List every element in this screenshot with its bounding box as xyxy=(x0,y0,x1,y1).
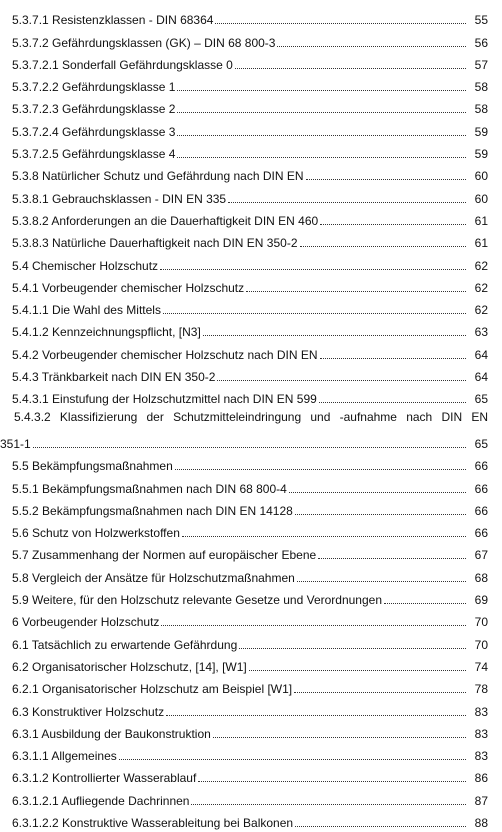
toc-entry-page: 65 xyxy=(474,392,488,407)
toc-entry-title: 5.4.1.1 Die Wahl des Mittels xyxy=(12,303,161,318)
toc-entry[interactable] xyxy=(12,719,488,741)
toc-entry[interactable] xyxy=(12,183,488,205)
dot-leader xyxy=(235,68,466,69)
toc-entry[interactable] xyxy=(12,5,488,27)
toc-entry-title: 6.3.1.2.1 Aufliegende Dachrinnen xyxy=(12,793,190,808)
toc-entry-title: 5.4 Chemischer Holzschutz xyxy=(12,258,159,273)
toc-entry-page: 70 xyxy=(474,637,488,652)
toc-entry-title: 5.3.7.2.5 Gefährdungsklasse 4 xyxy=(12,147,176,162)
dot-leader xyxy=(177,112,466,113)
toc-entry-page: 83 xyxy=(474,726,488,741)
toc-entry-page: 62 xyxy=(474,258,488,273)
dot-leader xyxy=(239,648,466,649)
toc-entry-page: 58 xyxy=(474,102,488,117)
dot-leader xyxy=(166,715,466,716)
toc-entry-page: 65 xyxy=(474,436,488,451)
toc-entry[interactable] xyxy=(12,763,488,785)
toc-entry[interactable] xyxy=(12,317,488,339)
toc-entry[interactable] xyxy=(12,451,488,473)
toc-entry-title: 5.3.7.2.1 Sonderfall Gefährdungsklasse 0 xyxy=(12,57,233,72)
dot-leader xyxy=(161,625,466,626)
toc-entry[interactable] xyxy=(12,228,488,250)
toc-entry-page: 64 xyxy=(474,370,488,385)
dot-leader xyxy=(33,447,466,448)
toc-entry[interactable] xyxy=(12,72,488,94)
dot-leader xyxy=(198,781,466,782)
dot-leader xyxy=(318,558,466,559)
toc-entry-page: 67 xyxy=(474,548,488,563)
toc-entry-page: 66 xyxy=(474,459,488,474)
toc-entry-page: 66 xyxy=(474,503,488,518)
toc-entry-title: 5.7 Zusammenhang der Normen auf europäischer Ebene xyxy=(12,548,317,563)
toc-entry-title: 351-1 xyxy=(0,436,31,451)
toc-entry[interactable] xyxy=(12,250,488,272)
toc-entry[interactable] xyxy=(12,607,488,629)
dot-leader xyxy=(182,536,466,537)
dot-leader xyxy=(300,246,467,247)
dot-leader xyxy=(228,202,466,203)
toc-entry-title: 5.6 Schutz von Holzwerkstoffen xyxy=(12,526,180,541)
toc-entry-page: 59 xyxy=(474,124,488,139)
dot-leader xyxy=(249,670,466,671)
toc-entry-page: 57 xyxy=(474,57,488,72)
toc-entry-title: 5.8 Vergleich der Ansätze für Holzschutzmaßnahmen xyxy=(12,570,295,585)
toc-entry[interactable] xyxy=(12,540,488,562)
toc-entry-page: 78 xyxy=(474,682,488,697)
toc-entry-page: 86 xyxy=(474,771,488,786)
dot-leader xyxy=(319,402,466,403)
toc-entry[interactable] xyxy=(12,696,488,718)
toc-entry[interactable] xyxy=(12,273,488,295)
toc-entry-title: 5.3.8.2 Anforderungen an die Dauerhaftigkeit DIN EN 460 xyxy=(12,213,319,228)
dot-leader xyxy=(320,224,466,225)
toc-entry-page: 69 xyxy=(474,593,488,608)
toc-entry-page: 55 xyxy=(474,13,488,28)
toc-entry-title: 5.3.7.2 Gefährdungsklassen (GK) – DIN 68 800-3 xyxy=(12,35,276,50)
toc-entry[interactable] xyxy=(12,562,488,584)
toc-entry-page: 56 xyxy=(474,35,488,50)
toc-entry-title: 6.3.1 Ausbildung der Baukonstruktion xyxy=(12,726,211,741)
toc-entry-title: 5.3.7.2.4 Gefährdungsklasse 3 xyxy=(12,124,176,139)
toc-entry-wrapped-second-line[interactable] xyxy=(0,429,488,451)
toc-entry-wrapped-first-line[interactable]: 5.4.3.2 Klassifizierung der Schutzmitteleindringung und -aufnahme nach DIN EN xyxy=(14,410,488,425)
toc-entry-page: 83 xyxy=(474,749,488,764)
toc-entry-title: 5.3.7.1 Resistenzklassen - DIN 68364 xyxy=(12,13,214,28)
toc-entry[interactable] xyxy=(12,295,488,317)
toc-entry-page: 70 xyxy=(474,615,488,630)
dot-leader xyxy=(306,179,467,180)
toc-entry[interactable] xyxy=(12,161,488,183)
toc-entry-page: 62 xyxy=(474,303,488,318)
toc-entry-title: 5.3.8.1 Gebrauchsklassen - DIN EN 335 xyxy=(12,191,227,206)
dot-leader xyxy=(175,469,466,470)
dot-leader xyxy=(160,269,466,270)
toc-entry-title: 6.3.1.2.2 Konstruktive Wasserableitung bei Balkonen xyxy=(12,815,294,830)
toc-entry-title: 6.3 Konstruktiver Holzschutz xyxy=(12,704,165,719)
toc-entry-title: 6.2 Organisatorischer Holzschutz, [14], [W1] xyxy=(12,659,247,674)
toc-entry[interactable] xyxy=(12,585,488,607)
toc-entry-page: 68 xyxy=(474,570,488,585)
dot-leader xyxy=(119,759,466,760)
toc-entry-title: 5.9 Weitere, für den Holzschutz relevante Gesetze und Verordnungen xyxy=(12,593,383,608)
dot-leader xyxy=(215,23,466,24)
toc-entry-page: 59 xyxy=(474,147,488,162)
toc-entry[interactable] xyxy=(12,785,488,807)
toc-entry[interactable] xyxy=(12,741,488,763)
dot-leader xyxy=(320,358,467,359)
dot-leader xyxy=(163,313,466,314)
toc-entry-title: 5.5.1 Bekämpfungsmaßnahmen nach DIN 68 800-4 xyxy=(12,481,287,496)
toc-entry[interactable] xyxy=(12,27,488,49)
toc-entry[interactable] xyxy=(12,362,488,384)
dot-leader xyxy=(384,603,466,604)
toc-entry-page: 74 xyxy=(474,659,488,674)
toc-entry-title: 5.3.7.2.2 Gefährdungsklasse 1 xyxy=(12,80,176,95)
toc-entry-page: 62 xyxy=(474,280,488,295)
toc-entry-title: 6 Vorbeugender Holzschutz xyxy=(12,615,160,630)
dot-leader xyxy=(289,492,466,493)
toc-entry-page: 60 xyxy=(474,169,488,184)
toc-entry-page: 60 xyxy=(474,191,488,206)
toc-entry[interactable] xyxy=(12,384,488,406)
toc-entry-title: 5.4.2 Vorbeugender chemischer Holzschutz nach DIN EN xyxy=(12,347,318,362)
toc-entry[interactable] xyxy=(12,139,488,161)
dot-leader xyxy=(213,737,466,738)
toc-entry-page: 87 xyxy=(474,793,488,808)
toc-entry-page: 83 xyxy=(474,704,488,719)
dot-leader xyxy=(191,804,466,805)
toc-entry-title: 6.1 Tatsächlich zu erwartende Gefährdung xyxy=(12,637,238,652)
toc-entry[interactable] xyxy=(12,496,488,518)
toc-entry-page: 61 xyxy=(474,236,488,251)
toc-entry-page: 58 xyxy=(474,80,488,95)
toc-entry-title: 5.4.1.2 Kennzeichnungspflicht, [N3] xyxy=(12,325,201,340)
toc-entry[interactable] xyxy=(12,94,488,116)
toc-entry[interactable] xyxy=(12,518,488,540)
dot-leader xyxy=(177,157,466,158)
dot-leader xyxy=(295,826,466,827)
toc-entry-title: 5.3.8 Natürlicher Schutz und Gefährdung nach DIN EN xyxy=(12,169,304,184)
toc-entry-title: 5.4.3.1 Einstufung der Holzschutzmittel nach DIN EN 599 xyxy=(12,392,317,407)
toc-entry-title: 5.3.8.3 Natürliche Dauerhaftigkeit nach DIN EN 350-2 xyxy=(12,236,298,251)
toc-entry[interactable] xyxy=(12,50,488,72)
toc-entry-page: 66 xyxy=(474,526,488,541)
dot-leader xyxy=(177,90,466,91)
toc-entry-title: 5.4.3 Tränkbarkeit nach DIN EN 350-2 xyxy=(12,370,216,385)
toc-entry-page: 66 xyxy=(474,481,488,496)
dot-leader xyxy=(294,692,466,693)
toc-entry[interactable] xyxy=(12,674,488,696)
toc-entry-title: 5.5.2 Bekämpfungsmaßnahmen nach DIN EN 14128 xyxy=(12,503,293,518)
toc-entry-title: 5.5 Bekämpfungsmaßnahmen xyxy=(12,459,173,474)
dot-leader xyxy=(177,135,466,136)
toc-entry[interactable] xyxy=(12,629,488,651)
dot-leader xyxy=(277,46,466,47)
dot-leader xyxy=(217,380,466,381)
dot-leader xyxy=(295,514,466,515)
toc-entry[interactable] xyxy=(12,206,488,228)
toc-entry[interactable] xyxy=(12,652,488,674)
toc-entry-title: 5.3.7.2.3 Gefährdungsklasse 2 xyxy=(12,102,176,117)
toc-entry-page: 64 xyxy=(474,347,488,362)
toc-entry-title: 6.2.1 Organisatorischer Holzschutz am Beispiel [W1] xyxy=(12,682,293,697)
toc-entry[interactable] xyxy=(12,473,488,495)
dot-leader xyxy=(297,581,466,582)
toc-entry-title: 5.4.1 Vorbeugender chemischer Holzschutz xyxy=(12,280,245,295)
toc-entry[interactable] xyxy=(12,116,488,138)
toc-entry-page: 88 xyxy=(474,815,488,830)
dot-leader xyxy=(203,335,466,336)
toc-entry[interactable] xyxy=(12,339,488,361)
toc-entry-page: 63 xyxy=(474,325,488,340)
toc-entry[interactable] xyxy=(12,808,488,830)
toc-entry-page: 61 xyxy=(474,213,488,228)
toc-entry-title: 6.3.1.1 Allgemeines xyxy=(12,749,117,764)
dot-leader xyxy=(246,291,466,292)
toc-entry-title: 6.3.1.2 Kontrollierter Wasserablauf xyxy=(12,771,197,786)
